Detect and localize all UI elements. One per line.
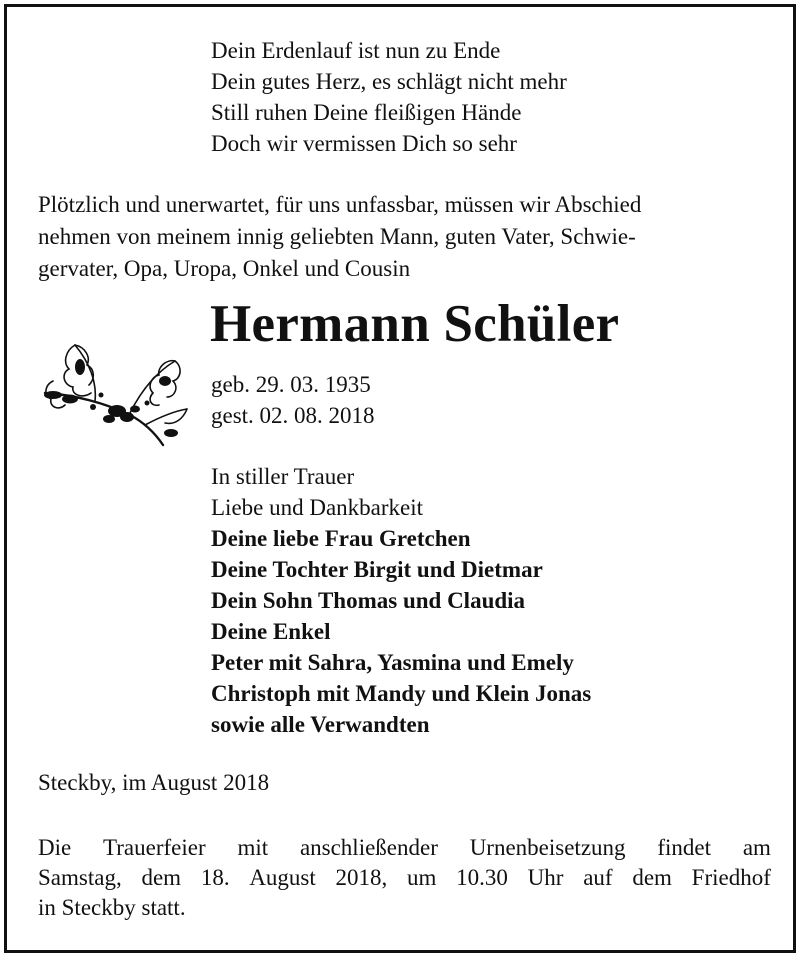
word: dem	[141, 865, 182, 890]
mourning-line: Liebe und Dankbarkeit	[211, 495, 424, 520]
word: anschließender	[299, 835, 438, 860]
deceased-name: Hermann Schüler	[210, 295, 620, 353]
funeral-notice	[38, 833, 771, 923]
mourner-name: Deine Tochter Birgit und Dietmar	[211, 557, 543, 582]
poem-line: Still ruhen Deine fleißigen Hände	[211, 100, 522, 125]
place-and-date: Steckby, im August 2018	[38, 770, 270, 795]
word: Samstag,	[38, 865, 122, 890]
mourner-name: Peter mit Sahra, Yasmina und Emely	[211, 650, 574, 675]
word: um	[407, 865, 437, 890]
mourner-name: sowie alle Verwandten	[211, 712, 430, 737]
life-dates	[211, 369, 375, 431]
obituary-notice	[4, 4, 796, 953]
announcement-line: nehmen von meinem innig geliebten Mann, guten Vater, Schwie-	[38, 224, 636, 249]
funeral-notice-line-1	[38, 833, 771, 863]
word: auf	[583, 865, 613, 890]
mourning-line: In stiller Trauer	[211, 464, 355, 489]
word: findet	[657, 835, 711, 860]
word: mit	[237, 835, 269, 860]
word: 18.	[200, 865, 230, 890]
announcement-line: gervater, Opa, Uropa, Onkel und Cousin	[38, 256, 411, 281]
memorial-poem	[211, 35, 567, 159]
funeral-notice-line-3: in Steckby statt.	[38, 895, 186, 920]
poem-line: Dein Erdenlauf ist nun zu Ende	[211, 38, 501, 63]
mourner-name: Deine liebe Frau Gretchen	[211, 526, 471, 551]
mourners-list	[211, 461, 591, 740]
word: August	[249, 865, 316, 890]
word: Friedhof	[691, 865, 771, 890]
word: Die	[38, 835, 72, 860]
mourner-name: Dein Sohn Thomas und Claudia	[211, 588, 526, 613]
word: 2018,	[335, 865, 388, 890]
poem-line: Doch wir vermissen Dich so sehr	[211, 131, 517, 156]
word: Uhr	[527, 865, 564, 890]
announcement-line: Plötzlich und unerwartet, für uns unfassbar, müssen wir Abschied	[38, 192, 642, 217]
poem-line: Dein gutes Herz, es schlägt nicht mehr	[211, 69, 567, 94]
word: Trauerfeier	[103, 835, 206, 860]
word: am	[742, 835, 771, 860]
word: 10.30	[456, 865, 508, 890]
birth-date: geb. 29. 03. 1935	[211, 372, 371, 397]
mourner-name: Deine Enkel	[211, 619, 331, 644]
death-date: gest. 02. 08. 2018	[211, 403, 375, 428]
announcement-text	[38, 189, 768, 285]
word: Urnenbeisetzung	[469, 835, 626, 860]
mourner-name: Christoph mit Mandy und Klein Jonas	[211, 681, 592, 706]
funeral-notice-line-2	[38, 863, 771, 893]
oak-branch-icon	[35, 333, 195, 451]
word: dem	[632, 865, 672, 890]
